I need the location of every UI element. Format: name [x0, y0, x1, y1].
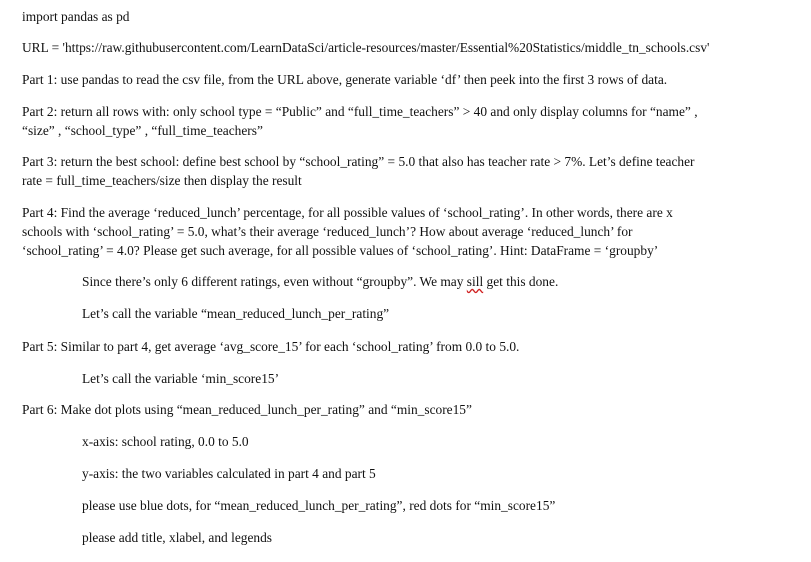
part5-paragraph: Part 5: Similar to part 4, get average ‘avg_score_15’ for each ‘school_rating’ from 0.0 to 5.0.: [22, 339, 520, 354]
part6-item-xaxis: x-axis: school rating, 0.0 to 5.0: [82, 434, 249, 449]
part2-line: “size” , “school_type” , “full_time_teachers”: [22, 123, 263, 138]
variable-note-1: Let’s call the variable “mean_reduced_lunch_per_rating”: [82, 306, 390, 321]
variable-note-2: Let’s call the variable ‘min_score15’: [82, 371, 280, 386]
spellcheck-flagged-word[interactable]: sill: [466, 274, 484, 289]
part2-line: Part 2: return all rows with: only school type = “Public” and “full_time_teachers” > 40 and only display columns for “name” ,: [22, 104, 698, 119]
part6-item-labels: please add title, xlabel, and legends: [82, 530, 273, 545]
part3-line: Part 3: return the best school: define best school by “school_rating” = 5.0 that also has teacher rate > 7%. Let’s define teacher: [22, 154, 695, 169]
part6-paragraph: Part 6: Make dot plots using “mean_reduced_lunch_per_rating” and “min_score15”: [22, 402, 472, 417]
part3-line: rate = full_time_teachers/size then display the result: [22, 173, 302, 188]
groupby-note-text-end: get this done.: [483, 274, 559, 289]
part4-line: ‘school_rating’ = 4.0? Please get such average, for all possible values of ‘school_rating’. Hint: DataFrame = ‘groupby’: [22, 243, 659, 258]
part6-item-colors: please use blue dots, for “mean_reduced_lunch_per_rating”, red dots for “min_score15”: [82, 498, 556, 513]
url-line: URL = 'https://raw.githubusercontent.com/LearnDataSci/article-resources/master/Essential%20Statistics/middle_tn_schools.csv': [22, 40, 710, 55]
groupby-note: [82, 272, 558, 291]
part4-line: schools with ‘school_rating’ = 5.0, what’s their average ‘reduced_lunch’? How about average ‘reduced_lunch’ for: [22, 224, 633, 239]
part2-paragraph: [22, 102, 802, 140]
part3-paragraph: [22, 152, 802, 190]
import-line: import pandas as pd: [22, 9, 130, 24]
groupby-note-text: Since there’s only 6 different ratings, even without “groupby”. We may: [82, 274, 467, 289]
part4-line: Part 4: Find the average ‘reduced_lunch’ percentage, for all possible values of ‘school_rating’. In other words, there are x: [22, 205, 673, 220]
part4-paragraph: [22, 203, 802, 260]
part6-item-yaxis: y-axis: the two variables calculated in part 4 and part 5: [82, 466, 376, 481]
part1-paragraph: Part 1: use pandas to read the csv file, from the URL above, generate variable ‘df’ then peek into the first 3 rows of data.: [22, 72, 668, 87]
